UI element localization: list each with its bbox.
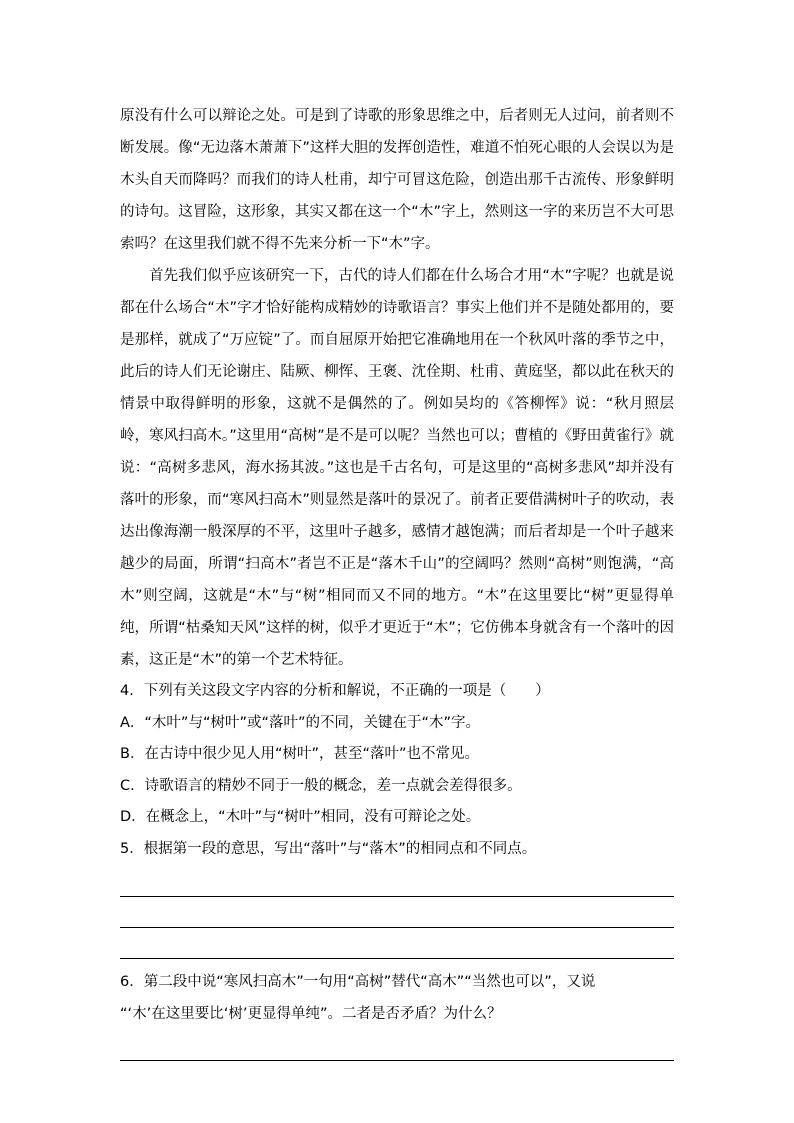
question-6	[120, 967, 674, 1061]
question-5-answer-area[interactable]	[120, 866, 674, 959]
question-6-stem-line-1: 6．第二段中说“寒风扫高木”一句用“高树”替代“高木”“当然也可以”，又说	[120, 974, 596, 990]
passage-paragraph-2: 首先我们似乎应该研究一下，古代的诗人们都在什么场合才用“木”字呢？也就是说都在什么场合“木”字才恰好能构成精妙的诗歌语言？事实上他们并不是随处都用的，要是那样，就成了“万应锭”了。而自屈原开始把它准确地用在一个秋风叶落的季节之中，此后的诗人们无论谢庄、陆厥、柳恽、王褒、沈佺期、杜甫、黄庭坚，都以此在秋天的情景中取得鲜明的形象，这就不是偶然的了。例如吴均的《答柳恽》说：“秋月照层岭，寒风扫高木。”这里用“高树”是不是可以呢？当然也可以；曹植的《野田黄雀行》就说：“高树多悲风，海水扬其波。”这也是千古名句，可是这里的“高树多悲风”却并没有落叶的形象，而“寒风扫高木”则显然是落叶的景况了。前者正要借满树叶子的吹动，表达出像海潮一般深厚的不平，这里叶子越多，感情才越饱满；而后者却是一个叶子越来越少的局面，所谓“扫高木”者岂不正是“落木千山”的空阔吗？然则“高树”则饱满，“高木”则空阔，这就是“木”与“树”相同而又不同的地方。“木”在这里要比“树”更显得单纯，所谓“枯桑知天风”这样的树，似乎才更近于“木”；它仿佛本身就含有一个落叶的因素，这正是“木”的第一个艺术特征。	[120, 268, 674, 668]
question-6-stem-line-2: “‘木’在这里要比‘树’更显得单纯”。二者是否矛盾？为什么？	[120, 1005, 502, 1022]
answer-line	[120, 897, 674, 928]
answer-line	[120, 866, 674, 897]
question-4-stem: 4．下列有关这段文字内容的分析和解说，不正确的一项是（ ）	[120, 683, 550, 699]
question-4-option-b: B．在古诗中很少见人用“树叶”，甚至“落叶”也不常见。	[120, 746, 479, 762]
question-4	[120, 676, 674, 834]
question-5-stem: 5．根据第一段的意思，写出“落叶”与“落木”的相同点和不同点。	[120, 840, 537, 857]
answer-line	[120, 1030, 674, 1061]
question-6-answer-area[interactable]	[120, 1030, 674, 1061]
question-4-option-a: A．“木叶”与“树叶”或“落叶”的不同，关键在于“木”字。	[120, 714, 481, 731]
answer-line	[120, 928, 674, 959]
question-4-option-c: C．诗歌语言的精妙不同于一般的概念，差一点就会差得很多。	[120, 777, 522, 794]
document-page	[120, 100, 674, 1069]
passage-paragraph-1: 原没有什么可以辩论之处。可是到了诗歌的形象思维之中，后者则无人过问，前者则不断发展。像“无边落木萧萧下”这样大胆的发挥创造性，难道不怕死心眼的人会误以为是木头自天而降吗？而我们的诗人杜甫，却宁可冒这危险，创造出那千古流传、形象鲜明的诗句。这冒险，这形象，其实又都在这一个“木”字上，然则这一字的来历岂不大可思索吗？在这里我们就不得不先来分析一下“木”字。	[120, 108, 674, 252]
question-5	[120, 834, 674, 960]
question-4-option-d: D．在概念上，“木叶”与“树叶”相同，没有可辩论之处。	[120, 809, 481, 825]
